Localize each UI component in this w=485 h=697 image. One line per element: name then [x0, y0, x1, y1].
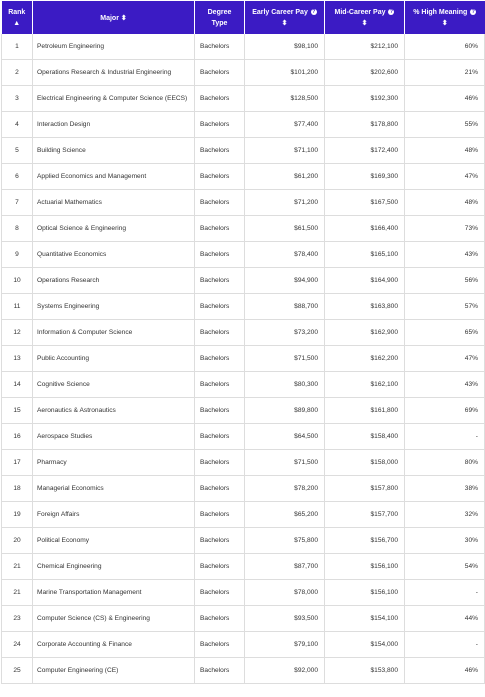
high-meaning-cell: 46% — [405, 658, 485, 684]
high-meaning-cell: 69% — [405, 398, 485, 424]
early-career-pay-cell: $80,300 — [245, 372, 325, 398]
major-cell: Petroleum Engineering — [33, 34, 195, 60]
early-header-label: Early Career Pay — [252, 8, 308, 16]
table-row[interactable] — [2, 502, 485, 528]
mid-career-pay-cell: $166,400 — [325, 216, 405, 242]
rank-cell: 21 — [2, 580, 33, 606]
major-cell: Marine Transportation Management — [33, 580, 195, 606]
table-row[interactable] — [2, 190, 485, 216]
high-meaning-cell: 21% — [405, 60, 485, 86]
early-career-pay-cell: $79,100 — [245, 632, 325, 658]
degree-header-label-line2: Type — [211, 19, 228, 27]
major-cell: Pharmacy — [33, 450, 195, 476]
table-row[interactable] — [2, 346, 485, 372]
table-row[interactable] — [2, 398, 485, 424]
mid-career-pay-cell: $161,800 — [325, 398, 405, 424]
salary-table — [1, 1, 485, 684]
degree-type-cell: Bachelors — [195, 528, 245, 554]
major-cell: Cognitive Science — [33, 372, 195, 398]
column-header-rank[interactable] — [2, 1, 33, 34]
table-row[interactable] — [2, 580, 485, 606]
major-cell: Operations Research — [33, 268, 195, 294]
table-row[interactable] — [2, 372, 485, 398]
major-cell: Electrical Engineering & Computer Science (EECS) — [33, 86, 195, 112]
sort-ascending-icon: ▲ — [13, 19, 21, 27]
degree-type-cell: Bachelors — [195, 268, 245, 294]
mid-career-pay-cell: $163,800 — [325, 294, 405, 320]
mid-career-pay-cell: $158,000 — [325, 450, 405, 476]
early-career-pay-cell: $94,900 — [245, 268, 325, 294]
table-row[interactable] — [2, 606, 485, 632]
degree-type-cell: Bachelors — [195, 60, 245, 86]
early-career-pay-cell: $71,200 — [245, 190, 325, 216]
high-meaning-cell: 54% — [405, 554, 485, 580]
table-row[interactable] — [2, 164, 485, 190]
early-career-pay-cell: $71,500 — [245, 450, 325, 476]
rank-cell: 12 — [2, 320, 33, 346]
major-cell: Optical Science & Engineering — [33, 216, 195, 242]
mid-career-pay-cell: $157,700 — [325, 502, 405, 528]
sort-icon: ⬍ — [281, 19, 288, 27]
major-cell: Public Accounting — [33, 346, 195, 372]
early-career-pay-cell: $89,800 — [245, 398, 325, 424]
table-row[interactable] — [2, 632, 485, 658]
table-body — [2, 34, 485, 684]
degree-type-cell: Bachelors — [195, 138, 245, 164]
major-cell: Operations Research & Industrial Engineering — [33, 60, 195, 86]
high-meaning-cell: 43% — [405, 372, 485, 398]
column-header-degree-type — [195, 1, 245, 34]
high-meaning-cell: 60% — [405, 34, 485, 60]
table-row[interactable] — [2, 216, 485, 242]
mid-career-pay-cell: $156,100 — [325, 580, 405, 606]
table-row[interactable] — [2, 34, 485, 60]
major-cell: Information & Computer Science — [33, 320, 195, 346]
early-career-pay-cell: $88,700 — [245, 294, 325, 320]
rank-cell: 10 — [2, 268, 33, 294]
rank-cell: 20 — [2, 528, 33, 554]
column-header-mid-career-pay[interactable] — [325, 1, 405, 34]
degree-type-cell: Bachelors — [195, 294, 245, 320]
column-header-high-meaning[interactable] — [405, 1, 485, 34]
mid-career-pay-cell: $178,800 — [325, 112, 405, 138]
high-meaning-cell: 43% — [405, 242, 485, 268]
rank-cell: 24 — [2, 632, 33, 658]
early-career-pay-cell: $87,700 — [245, 554, 325, 580]
major-cell: Managerial Economics — [33, 476, 195, 502]
high-meaning-cell: 55% — [405, 112, 485, 138]
major-cell: Actuarial Mathematics — [33, 190, 195, 216]
mid-career-pay-cell: $154,000 — [325, 632, 405, 658]
mid-career-pay-cell: $212,100 — [325, 34, 405, 60]
high-meaning-cell: 44% — [405, 606, 485, 632]
meaning-header-label: % High Meaning — [413, 8, 468, 16]
major-cell: Applied Economics and Management — [33, 164, 195, 190]
high-meaning-cell: - — [405, 632, 485, 658]
table-row[interactable] — [2, 294, 485, 320]
rank-cell: 25 — [2, 658, 33, 684]
early-career-pay-cell: $93,500 — [245, 606, 325, 632]
degree-type-cell: Bachelors — [195, 632, 245, 658]
high-meaning-cell: 57% — [405, 294, 485, 320]
degree-type-cell: Bachelors — [195, 320, 245, 346]
early-career-pay-cell: $71,500 — [245, 346, 325, 372]
table-row[interactable] — [2, 658, 485, 684]
rank-cell: 18 — [2, 476, 33, 502]
mid-career-pay-cell: $153,800 — [325, 658, 405, 684]
degree-type-cell: Bachelors — [195, 242, 245, 268]
major-cell: Computer Science (CS) & Engineering — [33, 606, 195, 632]
rank-cell: 13 — [2, 346, 33, 372]
early-career-pay-cell: $92,000 — [245, 658, 325, 684]
rank-cell: 7 — [2, 190, 33, 216]
high-meaning-cell: 65% — [405, 320, 485, 346]
early-career-pay-cell: $64,500 — [245, 424, 325, 450]
degree-type-cell: Bachelors — [195, 424, 245, 450]
early-career-pay-cell: $61,500 — [245, 216, 325, 242]
mid-career-pay-cell: $167,500 — [325, 190, 405, 216]
rank-cell: 23 — [2, 606, 33, 632]
degree-header-label-line1: Degree — [207, 8, 232, 16]
rank-cell: 16 — [2, 424, 33, 450]
major-header-label: Major — [100, 14, 119, 22]
major-cell: Interaction Design — [33, 112, 195, 138]
major-cell: Chemical Engineering — [33, 554, 195, 580]
info-icon[interactable]: ? — [471, 8, 475, 15]
mid-career-pay-cell: $162,900 — [325, 320, 405, 346]
degree-type-cell: Bachelors — [195, 34, 245, 60]
table-row[interactable] — [2, 528, 485, 554]
high-meaning-cell: 47% — [405, 164, 485, 190]
degree-type-cell: Bachelors — [195, 658, 245, 684]
table-row[interactable] — [2, 476, 485, 502]
mid-career-pay-cell: $156,700 — [325, 528, 405, 554]
early-career-pay-cell: $78,000 — [245, 580, 325, 606]
high-meaning-cell: - — [405, 424, 485, 450]
table-header — [2, 1, 485, 34]
early-career-pay-cell: $77,400 — [245, 112, 325, 138]
rank-cell: 6 — [2, 164, 33, 190]
table-row[interactable] — [2, 320, 485, 346]
degree-type-cell: Bachelors — [195, 86, 245, 112]
degree-type-cell: Bachelors — [195, 346, 245, 372]
high-meaning-cell: 30% — [405, 528, 485, 554]
degree-type-cell: Bachelors — [195, 476, 245, 502]
sort-icon: ⬍ — [120, 14, 127, 22]
degree-type-cell: Bachelors — [195, 216, 245, 242]
mid-career-pay-cell: $162,200 — [325, 346, 405, 372]
mid-career-pay-cell: $157,800 — [325, 476, 405, 502]
mid-career-pay-cell: $154,100 — [325, 606, 405, 632]
major-cell: Systems Engineering — [33, 294, 195, 320]
high-meaning-cell: 56% — [405, 268, 485, 294]
table-row[interactable] — [2, 268, 485, 294]
column-header-early-career-pay[interactable] — [245, 1, 325, 34]
rank-cell: 11 — [2, 294, 33, 320]
major-cell: Computer Engineering (CE) — [33, 658, 195, 684]
degree-type-cell: Bachelors — [195, 502, 245, 528]
early-career-pay-cell: $65,200 — [245, 502, 325, 528]
rank-cell: 5 — [2, 138, 33, 164]
mid-career-pay-cell: $172,400 — [325, 138, 405, 164]
table-row[interactable] — [2, 138, 485, 164]
rank-cell: 17 — [2, 450, 33, 476]
early-career-pay-cell: $61,200 — [245, 164, 325, 190]
table-row[interactable] — [2, 554, 485, 580]
rank-cell: 2 — [2, 60, 33, 86]
column-header-major[interactable] — [33, 1, 195, 34]
high-meaning-cell: 48% — [405, 190, 485, 216]
mid-career-pay-cell: $162,100 — [325, 372, 405, 398]
table-row[interactable] — [2, 242, 485, 268]
major-cell: Political Economy — [33, 528, 195, 554]
mid-career-pay-cell: $158,400 — [325, 424, 405, 450]
rank-cell: 9 — [2, 242, 33, 268]
table-row[interactable] — [2, 86, 485, 112]
early-career-pay-cell: $78,400 — [245, 242, 325, 268]
table-row[interactable] — [2, 424, 485, 450]
rank-cell: 8 — [2, 216, 33, 242]
high-meaning-cell: - — [405, 580, 485, 606]
mid-header-label: Mid-Career Pay — [334, 8, 386, 16]
degree-type-cell: Bachelors — [195, 606, 245, 632]
degree-type-cell: Bachelors — [195, 580, 245, 606]
sort-icon: ⬍ — [361, 19, 368, 27]
mid-career-pay-cell: $192,300 — [325, 86, 405, 112]
high-meaning-cell: 48% — [405, 138, 485, 164]
major-cell: Aerospace Studies — [33, 424, 195, 450]
early-career-pay-cell: $101,200 — [245, 60, 325, 86]
degree-type-cell: Bachelors — [195, 112, 245, 138]
major-cell: Quantitative Economics — [33, 242, 195, 268]
high-meaning-cell: 47% — [405, 346, 485, 372]
mid-career-pay-cell: $202,600 — [325, 60, 405, 86]
rank-cell: 19 — [2, 502, 33, 528]
rank-cell: 1 — [2, 34, 33, 60]
early-career-pay-cell: $128,500 — [245, 86, 325, 112]
major-cell: Building Science — [33, 138, 195, 164]
rank-cell: 14 — [2, 372, 33, 398]
rank-cell: 21 — [2, 554, 33, 580]
early-career-pay-cell: $98,100 — [245, 34, 325, 60]
degree-type-cell: Bachelors — [195, 450, 245, 476]
table-row[interactable] — [2, 60, 485, 86]
high-meaning-cell: 80% — [405, 450, 485, 476]
table-row[interactable] — [2, 450, 485, 476]
high-meaning-cell: 46% — [405, 86, 485, 112]
degree-type-cell: Bachelors — [195, 190, 245, 216]
mid-career-pay-cell: $165,100 — [325, 242, 405, 268]
high-meaning-cell: 32% — [405, 502, 485, 528]
early-career-pay-cell: $71,100 — [245, 138, 325, 164]
rank-cell: 4 — [2, 112, 33, 138]
degree-type-cell: Bachelors — [195, 398, 245, 424]
degree-type-cell: Bachelors — [195, 164, 245, 190]
mid-career-pay-cell: $169,300 — [325, 164, 405, 190]
high-meaning-cell: 73% — [405, 216, 485, 242]
info-icon[interactable]: ? — [312, 8, 316, 15]
sort-icon: ⬍ — [441, 19, 448, 27]
mid-career-pay-cell: $164,900 — [325, 268, 405, 294]
rank-cell: 3 — [2, 86, 33, 112]
rank-header-label: Rank — [8, 8, 26, 16]
major-cell: Aeronautics & Astronautics — [33, 398, 195, 424]
degree-type-cell: Bachelors — [195, 372, 245, 398]
major-cell: Foreign Affairs — [33, 502, 195, 528]
info-icon[interactable]: ? — [389, 8, 393, 15]
early-career-pay-cell: $73,200 — [245, 320, 325, 346]
table-row[interactable] — [2, 112, 485, 138]
major-cell: Corporate Accounting & Finance — [33, 632, 195, 658]
high-meaning-cell: 38% — [405, 476, 485, 502]
rank-cell: 15 — [2, 398, 33, 424]
degree-type-cell: Bachelors — [195, 554, 245, 580]
mid-career-pay-cell: $156,100 — [325, 554, 405, 580]
early-career-pay-cell: $75,800 — [245, 528, 325, 554]
early-career-pay-cell: $78,200 — [245, 476, 325, 502]
